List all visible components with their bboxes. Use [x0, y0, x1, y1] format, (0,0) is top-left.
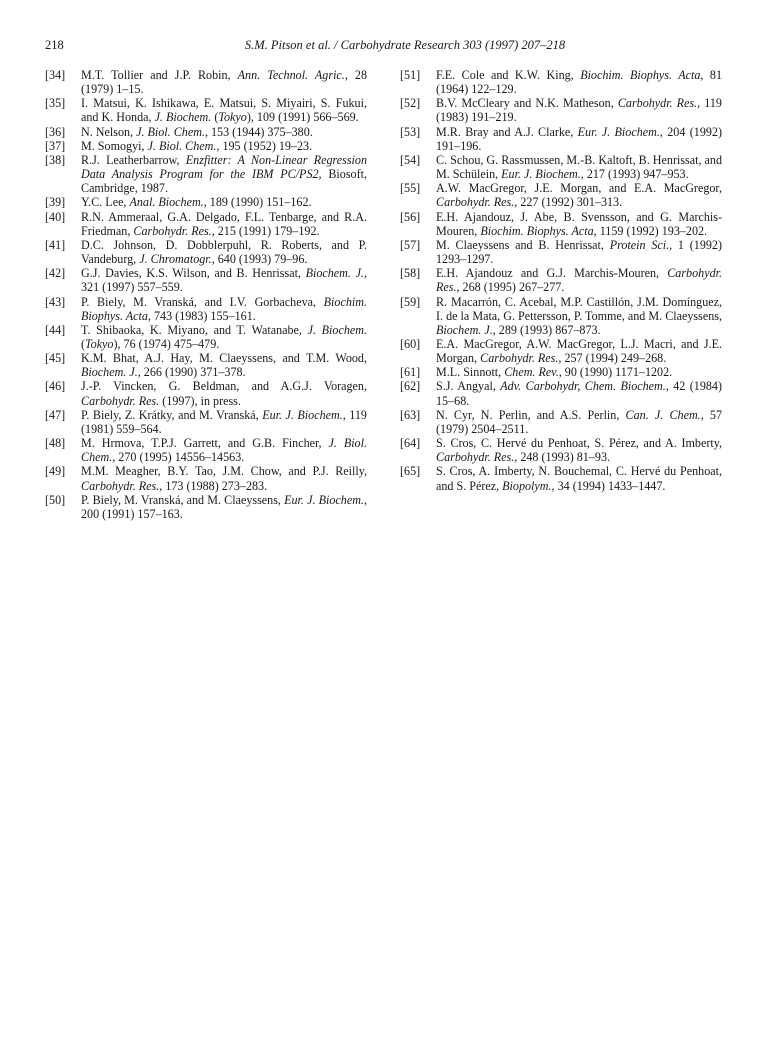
reference-number: [40] [45, 209, 66, 224]
reference-text-segment: , 81 (1964) 122–129. [436, 68, 722, 97]
reference-text-segment: , 28 (1979) 1–15. [81, 68, 368, 97]
reference-italic-segment: Carbohydr. Res. [480, 351, 559, 366]
reference-text-segment: R.J. Leatherbarrow, [81, 152, 186, 167]
reference-text-segment: S. Cros, A. Imberty, N. Bouchemal, C. Hervé du Penhoat, and S. Pérez, [436, 464, 722, 493]
reference-text-segment: (1997), in press. [159, 393, 241, 408]
reference-italic-segment: Adv. Carbohydr, Chem. Biochem. [500, 379, 666, 394]
reference-text-segment: F.E. Cole and K.W. King, [436, 68, 581, 82]
reference-text-segment: P. Biely, M. Vranská, and I.V. Gorbacheva, [81, 294, 324, 309]
reference-italic-segment: J. Chromatogr. [139, 252, 212, 267]
reference-text [81, 96, 367, 124]
reference-text [436, 238, 722, 266]
reference-text [436, 210, 722, 238]
reference-text-segment: , 119 (1981) 559–564. [81, 407, 367, 436]
reference-list-left [45, 68, 367, 521]
reference-number: [64] [400, 436, 421, 451]
reference-number: [51] [400, 68, 421, 82]
reference-text [81, 379, 367, 407]
reference-italic-segment: J. Biochem. [154, 110, 212, 125]
reference-text-segment: , 173 (1988) 273–283. [159, 478, 268, 493]
reference-text [81, 238, 367, 266]
reference-list-right [400, 68, 722, 493]
reference-text [436, 464, 722, 492]
reference-number: [35] [45, 96, 66, 111]
reference-text [436, 379, 722, 407]
reference-italic-segment: J. Biol. Chem. [147, 138, 217, 153]
reference-italic-segment: Eur. J. Biochem. [577, 124, 660, 139]
reference-italic-segment: Tokyo [218, 110, 247, 125]
reference-italic-segment: Chem. Rev. [504, 365, 559, 380]
reference-text-segment: N. Nelson, [81, 124, 137, 139]
reference-item [45, 125, 367, 139]
reference-italic-segment: Ann. Technol. Agric. [237, 68, 345, 82]
reference-number: [47] [45, 407, 66, 422]
reference-text [436, 436, 722, 464]
reference-text-segment: , 268 (1995) 267–277. [456, 280, 565, 295]
reference-text-segment: , 200 (1991) 157–163. [81, 492, 367, 521]
reference-italic-segment: Carbohydr. Res. [436, 195, 515, 210]
reference-item [400, 266, 722, 294]
reference-italic-segment: Carbohydr. Res. [436, 266, 722, 295]
reference-text-segment: , 743 (1983) 155–161. [147, 308, 256, 323]
reference-text-segment: , 90 (1990) 1171–1202. [558, 365, 673, 380]
reference-text-segment: , 266 (1990) 371–378. [137, 365, 246, 380]
reference-italic-segment: Enzfitter: A Non-Linear Regression Data Analysis Program for the IBM PC/PS2 [81, 152, 367, 182]
reference-number: [42] [45, 266, 66, 281]
reference-number: [39] [45, 195, 66, 210]
reference-text-segment: J.-P. Vincken, G. Beldman, and A.G.J. Voragen, [81, 379, 367, 394]
reference-number: [65] [400, 464, 421, 479]
reference-item [400, 238, 722, 266]
reference-item [45, 295, 367, 323]
reference-item [45, 238, 367, 266]
reference-italic-segment: Protein Sci. [609, 237, 670, 252]
reference-text-segment: P. Biely, M. Vranská, and M. Claeyssens, [81, 492, 285, 507]
reference-text [436, 365, 672, 379]
reference-text [81, 323, 367, 351]
reference-item [400, 181, 722, 209]
reference-text-segment: , 153 (1944) 375–380. [204, 124, 313, 139]
reference-italic-segment: Biochem. J. [436, 322, 493, 337]
reference-number: [54] [400, 152, 421, 167]
reference-italic-segment: Biochem. J. [305, 266, 364, 281]
reference-text-segment: , 321 (1997) 557–559. [81, 266, 367, 295]
reference-text-segment: E.A. MacGregor, A.W. MacGregor, L.J. Macri, and J.E. Morgan, [436, 336, 722, 366]
reference-text [436, 68, 722, 96]
reference-number: [57] [400, 237, 421, 252]
reference-number: [41] [45, 237, 66, 252]
reference-text-segment: R.N. Ammeraal, G.A. Delgado, F.L. Tenbarge, and R.A. Friedman, [81, 209, 367, 238]
reference-italic-segment: J. Biochem. [307, 322, 368, 337]
reference-text-segment: A.W. MacGregor, J.E. Morgan, and E.A. MacGregor, [436, 181, 722, 196]
reference-text [436, 408, 722, 436]
reference-text-segment: , 195 (1952) 19–23. [216, 138, 313, 153]
reference-text [436, 153, 722, 181]
reference-item [45, 379, 367, 407]
reference-text [81, 125, 313, 139]
reference-item [45, 96, 367, 124]
reference-number: [52] [400, 96, 421, 111]
reference-number: [50] [45, 492, 66, 507]
reference-text-segment: S. Cros, C. Hervé du Penhoat, S. Pérez, and A. Imberty, [436, 436, 722, 451]
reference-text-segment: ( [211, 110, 219, 125]
reference-text-segment: R. Macarrón, C. Acebal, M.P. Castillón, J.M. Domínguez, I. de la Mata, G. Pettersson, P. Tomme, and M. Claeyssens, [436, 294, 722, 323]
reference-text [436, 337, 722, 365]
reference-number: [38] [45, 152, 66, 167]
reference-text-segment: , 289 (1993) 867–873. [492, 322, 601, 337]
reference-text-segment: , 227 (1992) 301–313. [514, 195, 623, 210]
reference-italic-segment: Biochim. Biophys. Acta [580, 68, 701, 82]
reference-number: [45] [45, 351, 66, 366]
reference-text-segment: ), 76 (1974) 475–479. [113, 336, 220, 351]
reference-text-segment: D.C. Johnson, D. Dobblerpuhl, R. Roberts, and P. Vandeburg, [81, 237, 367, 267]
reference-italic-segment: J. Biol. Chem. [136, 124, 205, 139]
reference-italic-segment: Eur. J. Biochem. [262, 407, 343, 422]
reference-italic-segment: Can. J. Chem. [625, 407, 701, 422]
reference-text [81, 210, 367, 238]
reference-text [81, 493, 367, 521]
reference-number: [36] [45, 124, 66, 139]
page-number: 218 [45, 38, 64, 52]
reference-text-segment: I. Matsui, K. Ishikawa, E. Matsui, S. Miyairi, S. Fukui, and K. Honda, [81, 96, 367, 125]
reference-text-segment: M.L. Sinnott, [436, 365, 505, 380]
reference-text [81, 351, 367, 379]
reference-text-segment: S.J. Angyal, [436, 379, 501, 394]
reference-item [400, 153, 722, 181]
reference-text [81, 195, 312, 209]
reference-item [400, 68, 722, 96]
reference-number: [59] [400, 294, 421, 309]
reference-text [81, 464, 367, 492]
reference-item [45, 139, 367, 153]
reference-text-segment: G.J. Davies, K.S. Wilson, and B. Henrissat, [81, 266, 306, 281]
references-right-column [400, 68, 722, 493]
reference-italic-segment: Eur. J. Biochem. [501, 167, 581, 182]
reference-number: [53] [400, 124, 421, 139]
reference-item [45, 351, 367, 379]
reference-text-segment: N. Cyr, N. Perlin, and A.S. Perlin, [436, 407, 626, 422]
reference-number: [62] [400, 379, 421, 394]
reference-text [81, 436, 367, 464]
reference-item [45, 153, 367, 195]
reference-number: [60] [400, 336, 421, 351]
reference-text-segment: , 270 (1995) 14556–14563. [112, 450, 245, 465]
reference-text [436, 266, 722, 294]
reference-italic-segment: Biochim. Biophys. Acta [480, 223, 594, 238]
reference-text-segment: P. Biely, Z. Krátky, and M. Vranská, [81, 407, 263, 422]
reference-item [45, 210, 367, 238]
reference-item [400, 464, 722, 492]
reference-italic-segment: Biochem. J. [81, 365, 138, 380]
reference-item [45, 195, 367, 209]
reference-number: [55] [400, 181, 421, 196]
reference-text-segment: , 248 (1993) 81–93. [514, 450, 611, 465]
reference-number: [34] [45, 68, 66, 82]
reference-text [436, 96, 722, 124]
reference-text-segment: Y.C. Lee, [81, 195, 130, 210]
reference-text-segment: , 57 (1979) 2504–2511. [436, 407, 723, 436]
reference-text-segment: M.R. Bray and A.J. Clarke, [436, 124, 578, 139]
reference-text-segment: , 640 (1993) 79–96. [211, 252, 308, 267]
reference-text [81, 153, 367, 195]
reference-item [45, 323, 367, 351]
reference-text-segment: E.H. Ajandouz and G.J. Marchis-Mouren, [436, 266, 668, 281]
reference-italic-segment: Anal. Biochem. [129, 195, 204, 210]
reference-item [400, 365, 722, 379]
reference-text-segment: ( [81, 336, 86, 351]
reference-text-segment: K.M. Bhat, A.J. Hay, M. Claeyssens, and T.M. Wood, [81, 351, 367, 366]
reference-italic-segment: Biochim. Biophys. Acta [81, 294, 367, 323]
reference-text-segment: M. Claeyssens and B. Henrissat, [436, 237, 610, 252]
reference-text-segment: ), 109 (1991) 566–569. [246, 110, 359, 125]
reference-number: [49] [45, 464, 66, 479]
reference-item [400, 408, 722, 436]
reference-text-segment: , 42 (1984) 15–68. [436, 379, 723, 408]
reference-italic-segment: Carbohydr. Res. [81, 393, 160, 408]
reference-italic-segment: J. Biol. Chem. [81, 436, 367, 465]
reference-item [45, 266, 367, 294]
reference-text-segment: , 257 (1994) 249–268. [558, 351, 667, 366]
reference-italic-segment: Carbohydr. Res. [81, 478, 160, 493]
reference-number: [61] [400, 365, 421, 380]
reference-item [400, 125, 722, 153]
reference-item [45, 68, 367, 96]
reference-text [81, 295, 367, 323]
reference-number: [37] [45, 138, 66, 153]
reference-item [400, 379, 722, 407]
reference-text [436, 295, 722, 337]
reference-text-segment: B.V. McCleary and N.K. Matheson, [436, 96, 618, 111]
reference-text-segment: , Biosoft, Cambridge, 1987. [81, 167, 367, 196]
reference-item [400, 210, 722, 238]
reference-text-segment: T. Shibaoka, K. Miyano, and T. Watanabe, [81, 322, 308, 337]
reference-text-segment: , 119 (1983) 191–219. [436, 96, 722, 125]
reference-number: [63] [400, 407, 421, 422]
running-head: S.M. Pitson et al. / Carbohydrate Research 303 (1997) 207–218 [244, 38, 566, 52]
reference-item [400, 295, 722, 337]
reference-text-segment: M.T. Tollier and J.P. Robin, [81, 68, 238, 82]
reference-number: [48] [45, 436, 66, 451]
reference-number: [56] [400, 209, 421, 224]
reference-text-segment: , 34 (1994) 1433–1447. [551, 478, 666, 493]
reference-text-segment: , 217 (1993) 947–953. [580, 167, 689, 182]
reference-italic-segment: Carbohydr. Res. [617, 96, 698, 111]
reference-text-segment: C. Schou, G. Rassmussen, M.-B. Kaltoft, B. Henrissat, and M. Schülein, [436, 152, 722, 182]
reference-item [400, 436, 722, 464]
reference-number: [43] [45, 294, 66, 309]
reference-number: [44] [45, 322, 66, 337]
reference-italic-segment: Carbohydr. Res. [133, 223, 212, 238]
reference-text [81, 139, 312, 153]
reference-item [45, 493, 367, 521]
reference-text-segment: M.M. Meagher, B.Y. Tao, J.M. Chow, and P.J. Reilly, [81, 464, 367, 479]
reference-item [400, 337, 722, 365]
reference-item [400, 96, 722, 124]
reference-text [436, 125, 722, 153]
reference-text [81, 68, 367, 96]
reference-italic-segment: Tokyo [85, 336, 114, 351]
reference-item [45, 436, 367, 464]
reference-text-segment: , 189 (1990) 151–162. [203, 195, 312, 210]
reference-item [45, 464, 367, 492]
reference-text-segment: , 204 (1992) 191–196. [436, 124, 722, 153]
reference-italic-segment: Eur. J. Biochem. [284, 492, 364, 507]
reference-text [81, 266, 367, 294]
page-header [45, 38, 725, 54]
reference-item [45, 408, 367, 436]
reference-text-segment: M. Hrmova, T.P.J. Garrett, and G.B. Fincher, [81, 436, 329, 451]
reference-text-segment: , 1159 (1992) 193–202. [593, 223, 708, 238]
reference-text-segment: , 215 (1991) 179–192. [211, 223, 320, 238]
reference-text-segment: M. Somogyi, [81, 138, 148, 153]
reference-number: [46] [45, 379, 66, 394]
reference-italic-segment: Carbohydr. Res. [436, 450, 515, 465]
reference-text-segment: E.H. Ajandouz, J. Abe, B. Svensson, and G. Marchis-Mouren, [436, 209, 722, 238]
reference-text [81, 408, 367, 436]
reference-italic-segment: Biopolym. [502, 478, 552, 493]
reference-number: [58] [400, 266, 421, 281]
reference-text-segment: , 1 (1992) 1293–1297. [436, 237, 723, 267]
reference-text [436, 181, 722, 209]
references-left-column [45, 68, 367, 521]
